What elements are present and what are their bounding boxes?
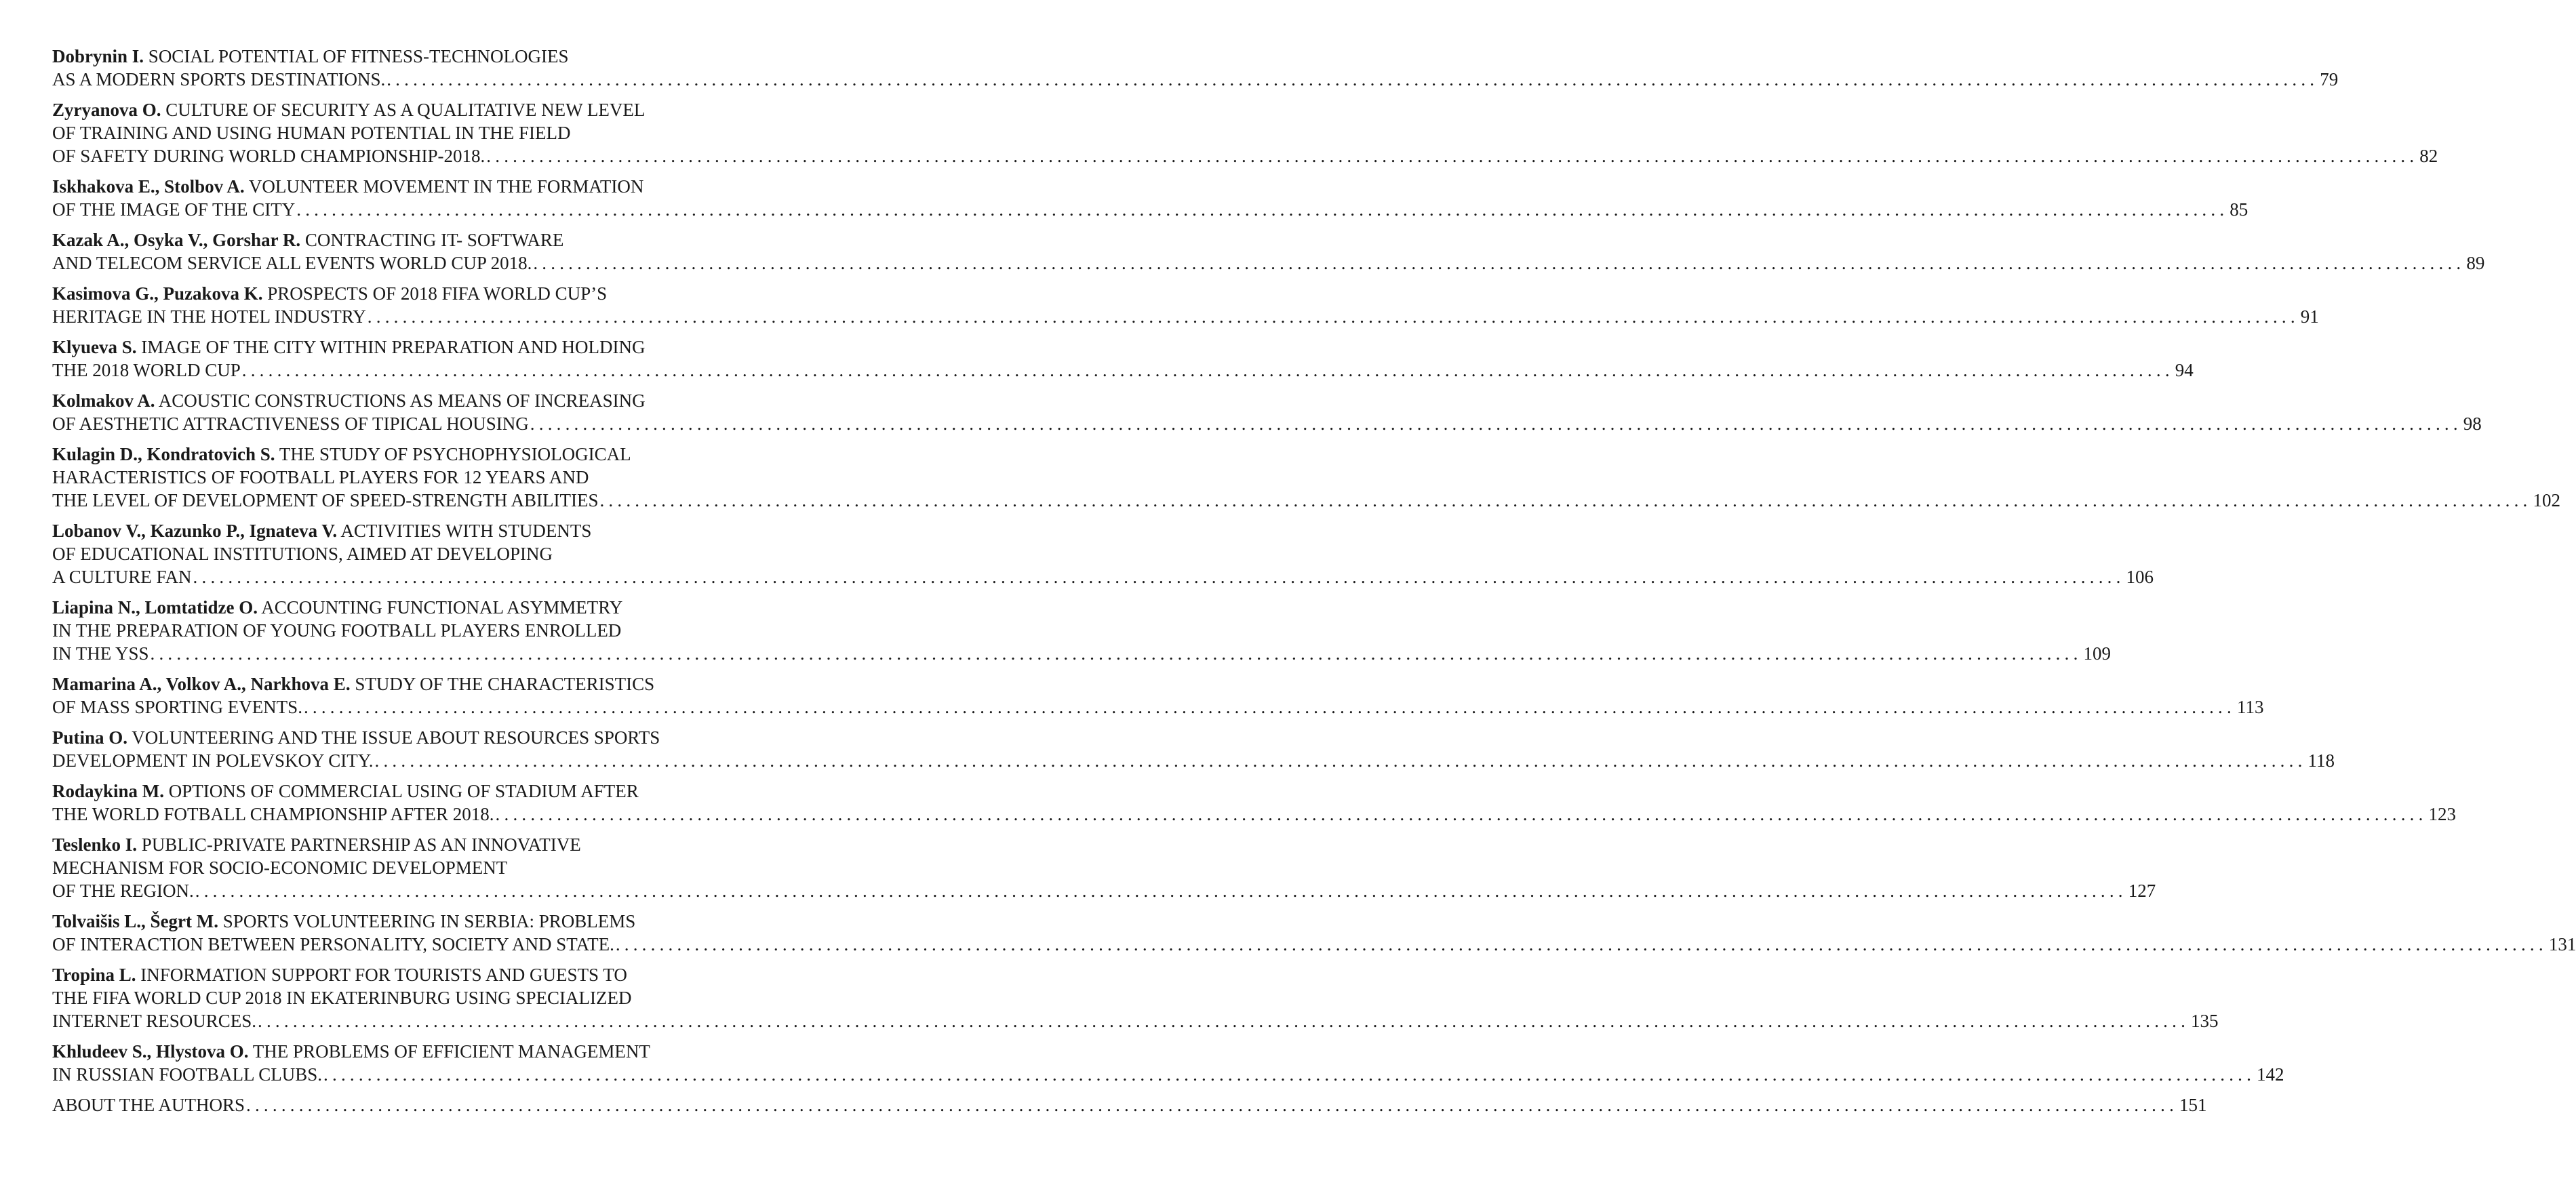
toc-entry-first-line	[52, 596, 795, 619]
toc-entry-title: IMAGE OF THE CITY WITHIN PREPARATION AND HOLDING	[136, 337, 646, 357]
toc-entry-last-line	[52, 359, 2194, 382]
toc-entry-first-line	[52, 98, 795, 121]
toc-entry-title: THE STUDY OF PSYCHOPHYSIOLOGICAL	[275, 444, 631, 464]
toc-entry-author: Teslenko I.	[52, 834, 138, 855]
toc-entry[interactable]	[52, 780, 2457, 826]
toc-entry-title-end: OF INTERACTION BETWEEN PERSONALITY, SOCIETY AND STATE.	[52, 934, 614, 954]
toc-entry-first-line	[52, 963, 795, 986]
toc-entry-first-line	[52, 443, 795, 466]
toc-entry[interactable]	[52, 282, 2319, 328]
toc-entry-first-line	[52, 228, 795, 251]
dot-leader: ............................................................................................................................................................................................................................	[374, 750, 2307, 771]
dot-leader: ............................................................................................................................................................................................................................	[150, 643, 2082, 664]
toc-entry-first-line	[52, 389, 795, 412]
toc-entry-title: PROSPECTS OF 2018 FIFA WORLD CUP’S	[262, 283, 608, 304]
toc-entry-first-line	[52, 1040, 795, 1063]
toc-entry-title: VOLUNTEER MOVEMENT IN THE FORMATION	[244, 176, 644, 197]
dot-leader: ............................................................................................................................................................................................................................	[241, 360, 2174, 380]
page-number: 82	[2419, 146, 2438, 166]
toc-entry-author: Klyueva S.	[52, 337, 137, 357]
toc-entry-author: Kasimova G., Puzakova K.	[52, 283, 263, 304]
toc-entry-title-line: OF EDUCATIONAL INSTITUTIONS, AIMED AT DEVELOPING	[52, 544, 553, 564]
dot-leader: ............................................................................................................................................................................................................................	[296, 199, 2229, 220]
toc-entry-title: OPTIONS OF COMMERCIAL USING OF STADIUM AFTER	[164, 781, 639, 801]
dot-leader: ............................................................................................................................................................................................................................	[303, 697, 2236, 717]
page-number: 106	[2126, 567, 2154, 587]
toc-entry-first-line	[52, 45, 795, 68]
toc-entry-author: Iskhakova E., Stolbov A.	[52, 176, 245, 197]
page-number: 127	[2128, 881, 2156, 901]
toc-entry-first-line	[52, 175, 795, 198]
toc-entry-title: PUBLIC-PRIVATE PARTNERSHIP AS AN INNOVATIVE	[137, 834, 581, 855]
toc-entry-last-line	[52, 642, 2112, 665]
page-number: 113	[2236, 697, 2264, 717]
toc-entry-title-end: HERITAGE IN THE HOTEL INDUSTRY	[52, 306, 366, 327]
toc-entry-last-line	[52, 933, 2576, 956]
toc-entry-title-end: AND TELECOM SERVICE ALL EVENTS WORLD CUP 2018.	[52, 253, 532, 273]
toc-entry-author: Zyryanova O.	[52, 100, 161, 120]
page-number: 135	[2191, 1011, 2219, 1031]
toc-entry[interactable]	[52, 98, 2438, 167]
toc-entry-first-line	[52, 780, 795, 803]
toc-entry-last-line	[52, 1093, 2207, 1116]
toc-entry-title: SOCIAL POTENTIAL OF FITNESS-TECHNOLOGIES	[144, 46, 569, 66]
toc-entry-title: CULTURE OF SECURITY AS A QUALITATIVE NEW LEVEL	[161, 100, 646, 120]
page-number: 94	[2175, 360, 2194, 380]
toc-entry-title-end: IN RUSSIAN FOOTBALL CLUBS.	[52, 1064, 323, 1085]
toc-entry-title: CONTRACTING IT- SOFTWARE	[300, 230, 564, 250]
dot-leader: ............................................................................................................................................................................................................................	[387, 69, 2319, 89]
toc-entry[interactable]	[52, 672, 2264, 719]
toc-entry-author: Mamarina A., Volkov A., Narkhova E.	[52, 674, 351, 694]
toc-entry-author: Rodaykina M.	[52, 781, 165, 801]
toc-entry-last-line	[52, 565, 2154, 588]
dot-leader: ............................................................................................................................................................................................................................	[323, 1064, 2256, 1085]
toc-entry-title: SPORTS VOLUNTEERING IN SERBIA: PROBLEMS	[218, 911, 636, 931]
toc-entry-first-line	[52, 726, 795, 749]
page-number: 91	[2300, 306, 2319, 327]
toc-entry-author: Tolvaišis L., Šegrt M.	[52, 911, 219, 931]
toc-entry-title-end: THE LEVEL OF DEVELOPMENT OF SPEED-STRENGTH ABILITIES	[52, 490, 599, 510]
toc-entry[interactable]	[52, 726, 2335, 772]
toc-entry-title-end: DEVELOPMENT IN POLEVSKOY CITY.	[52, 750, 374, 771]
page-number: 151	[2179, 1095, 2207, 1115]
toc-entry-first-line	[52, 672, 795, 696]
toc-entry-title-end: OF AESTHETIC ATTRACTIVENESS OF TIPICAL HOUSING	[52, 414, 529, 434]
dot-leader: ............................................................................................................................................................................................................................	[530, 414, 2462, 434]
toc-entry[interactable]	[52, 228, 2485, 275]
toc-entry-title: ACTIVITIES WITH STUDENTS	[337, 521, 592, 541]
page-number: 89	[2466, 253, 2485, 273]
toc-entry-title: STUDY OF THE CHARACTERISTICS	[350, 674, 655, 694]
toc-entry-author: Kulagin D., Kondratovich S.	[52, 444, 275, 464]
toc-entry-title-end: OF THE IMAGE OF THE CITY	[52, 199, 296, 220]
toc-entry-title-end: A CULTURE FAN	[52, 567, 192, 587]
toc-entry-last-line	[52, 749, 2335, 772]
toc-entry-title-end: THE 2018 WORLD CUP	[52, 360, 241, 380]
toc-entry-last-line	[52, 68, 2339, 91]
page-number: 123	[2428, 804, 2457, 824]
toc-entry-last-line	[52, 412, 2482, 435]
toc-entry-title-line: OF TRAINING AND USING HUMAN POTENTIAL IN THE FIELD	[52, 123, 571, 143]
page-number: 109	[2083, 643, 2112, 664]
page-number: 85	[2230, 199, 2248, 220]
toc-entry[interactable]	[52, 519, 2154, 588]
page-number: 98	[2463, 414, 2482, 434]
toc-entry-last-line	[52, 1009, 2219, 1032]
toc-entry-author: Tropina L.	[52, 965, 136, 985]
toc-entry-last-line	[52, 879, 2156, 902]
toc-entry-first-line	[52, 910, 795, 933]
toc-entry-title: VOLUNTEERING AND THE ISSUE ABOUT RESOURCES SPORTS	[127, 727, 660, 748]
dot-leader: ............................................................................................................................................................................................................................	[615, 934, 2548, 954]
dot-leader: ............................................................................................................................................................................................................................	[367, 306, 2299, 327]
toc-entry-title-line: HARACTERISTICS OF FOOTBALL PLAYERS FOR 12 YEARS AND	[52, 467, 589, 487]
toc-entry-last-line	[52, 803, 2457, 826]
toc-entry-last-line	[52, 198, 2248, 221]
dot-leader: ............................................................................................................................................................................................................................	[495, 804, 2428, 824]
toc-entry-title-line: THE FIFA WORLD CUP 2018 IN EKATERINBURG USING SPECIALIZED	[52, 988, 632, 1008]
toc-entry-first-line	[52, 833, 795, 856]
toc-entry-last-line	[52, 305, 2319, 328]
dot-leader: ............................................................................................................................................................................................................................	[195, 881, 2127, 901]
toc-entry-author: Kolmakov A.	[52, 390, 155, 411]
toc-entry-title: ACOUSTIC CONSTRUCTIONS AS MEANS OF INCREASING	[155, 390, 646, 411]
toc-entry-first-line	[52, 336, 795, 359]
toc-entry-last-line	[52, 489, 2560, 512]
toc-entry[interactable]	[52, 1040, 2284, 1086]
page-number: 142	[2257, 1064, 2284, 1085]
page-number: 102	[2533, 490, 2560, 510]
dot-leader: ............................................................................................................................................................................................................................	[246, 1095, 2179, 1115]
toc-entry-title-end: IN THE YSS	[52, 643, 149, 664]
toc-entry[interactable]	[52, 175, 2248, 221]
toc-entry[interactable]	[52, 833, 2156, 902]
toc-entry-title: INFORMATION SUPPORT FOR TOURISTS AND GUESTS TO	[136, 965, 627, 985]
toc-entry-title-end: INTERNET RESOURCES.	[52, 1011, 257, 1031]
toc-entry[interactable]	[52, 45, 2339, 91]
toc-entry-title-line: IN THE PREPARATION OF YOUNG FOOTBALL PLAYERS ENROLLED	[52, 620, 622, 641]
toc-entry-author: Liapina N., Lomtatidze O.	[52, 597, 258, 618]
toc-entry-first-line	[52, 282, 795, 305]
toc-entry-author: Lobanov V., Kazunko P., Ignateva V.	[52, 521, 338, 541]
toc-entry-title: ACCOUNTING FUNCTIONAL ASYMMETRY	[258, 597, 623, 618]
toc-entry-title-end: AS A MODERN SPORTS DESTINATIONS.	[52, 69, 386, 89]
table-of-contents	[52, 45, 2576, 1124]
dot-leader: ............................................................................................................................................................................................................................	[599, 490, 2532, 510]
toc-entry-author: Putina O.	[52, 727, 128, 748]
toc-entry-author: Kazak A., Osyka V., Gorshar R.	[52, 230, 301, 250]
toc-entry[interactable]	[52, 389, 2482, 435]
toc-entry[interactable]	[52, 963, 2219, 1032]
toc-entry-title-end: THE WORLD FOTBALL CHAMPIONSHIP AFTER 2018.	[52, 804, 494, 824]
toc-entry-first-line	[52, 519, 795, 542]
toc-entry[interactable]	[52, 910, 2576, 956]
dot-leader: ............................................................................................................................................................................................................................	[533, 253, 2465, 273]
page-number: 118	[2307, 750, 2335, 771]
dot-leader: ............................................................................................................................................................................................................................	[486, 146, 2419, 166]
toc-entry[interactable]	[52, 443, 2560, 512]
toc-entry-last-line	[52, 1063, 2284, 1086]
toc-entry-title-end: ABOUT THE AUTHORS	[52, 1095, 245, 1115]
dot-leader: ............................................................................................................................................................................................................................	[193, 567, 2125, 587]
toc-entry-author: Dobrynin I.	[52, 46, 144, 66]
toc-entry-last-line	[52, 251, 2485, 275]
toc-entry-title: THE PROBLEMS OF EFFICIENT MANAGEMENT	[248, 1041, 650, 1062]
toc-entry-title-end: OF MASS SPORTING EVENTS.	[52, 697, 302, 717]
page-number: 79	[2320, 69, 2339, 89]
dot-leader: ............................................................................................................................................................................................................................	[258, 1011, 2190, 1031]
toc-entry-title-end: OF THE REGION.	[52, 881, 194, 901]
toc-entry-last-line	[52, 696, 2264, 719]
toc-entry-title-line: MECHANISM FOR SOCIO-ECONOMIC DEVELOPMENT	[52, 858, 508, 878]
toc-entry-last-line	[52, 144, 2438, 167]
toc-entry[interactable]	[52, 596, 2112, 665]
toc-entry[interactable]	[52, 336, 2194, 382]
toc-entry-author: Khludeev S., Hlystova O.	[52, 1041, 249, 1062]
toc-entry-about-the-authors[interactable]	[52, 1093, 2207, 1116]
page-number: 131	[2548, 934, 2576, 954]
toc-entry-title-end: OF SAFETY DURING WORLD CHAMPIONSHIP-2018.	[52, 146, 486, 166]
